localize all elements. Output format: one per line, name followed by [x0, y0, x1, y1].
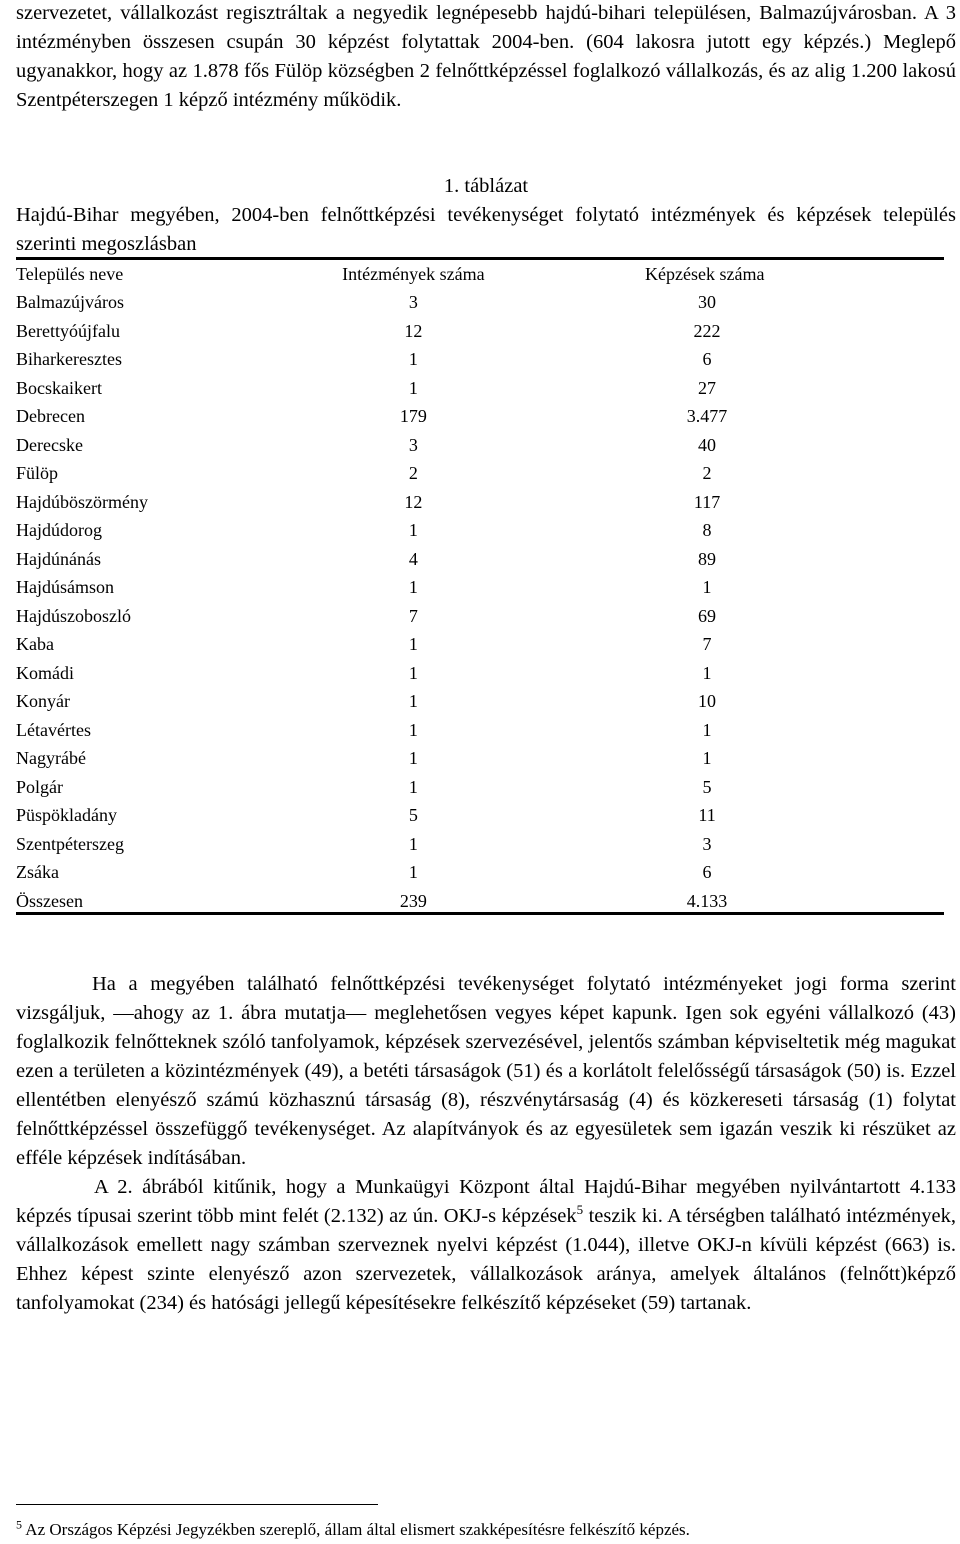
cell-settlement: Létavértes	[16, 719, 91, 740]
table-row	[16, 516, 944, 545]
table-row	[16, 431, 944, 460]
cell-trainings	[489, 345, 944, 374]
table-row	[16, 887, 944, 916]
cell-settlement: Konyár	[16, 691, 70, 711]
cell-settlement: Hajdúdorog	[16, 520, 102, 540]
cell-settlement: Debrecen	[16, 406, 85, 426]
cell-trainings	[489, 887, 944, 916]
table-row	[16, 744, 944, 773]
cell-institutions: 1	[408, 833, 418, 854]
cell-trainings-value: 1	[702, 748, 712, 768]
cell-settlement: Biharkeresztes	[16, 349, 122, 369]
body-paragraph-2	[16, 1173, 956, 1318]
footnote-mark: 5	[16, 1517, 22, 1532]
cell-institutions: 7	[408, 605, 418, 626]
settlement-table	[16, 260, 944, 915]
cell-institutions: 1	[408, 349, 418, 369]
cell-institutions: 1	[408, 776, 418, 797]
cell-trainings-value: 7	[702, 634, 712, 654]
cell-settlement: Berettyóújfalu	[16, 320, 120, 341]
cell-settlement: Polgár	[16, 776, 63, 797]
cell-trainings-value: 4.133	[686, 890, 728, 911]
body-paragraph-2-text-b: teszik ki. A térségben található intézmények, vállalkozások emellett nagy számban szerveznek nyelvi képzést (1.044), illetve OKJ-n kívüli képzést (663) is. Ehhez képest szinte elenyésző azon szervezetek, vállalkozások aránya, amelyek általános (felnőtt)képző tanfolyamokat (234) és hatósági jellegű képesítésekre felkészítő képzéseket (59) tartanak.	[16, 1205, 956, 1314]
cell-settlement: Hajdúböszörmény	[16, 491, 148, 512]
cell-trainings-value: 222	[693, 320, 721, 341]
table-bottom-rule	[16, 912, 944, 915]
cell-trainings	[489, 659, 944, 688]
cell-settlement: Szentpéterszeg	[16, 833, 124, 854]
table-row	[16, 573, 944, 602]
cell-trainings	[489, 687, 944, 716]
cell-trainings	[489, 431, 944, 460]
cell-institutions: 1	[408, 662, 418, 683]
cell-settlement: Hajdúsámson	[16, 577, 114, 597]
cell-trainings-value: 30	[698, 292, 717, 312]
cell-institutions: 1	[408, 862, 418, 882]
cell-settlement: Hajdúnánás	[16, 548, 101, 569]
cell-trainings	[489, 830, 944, 859]
cell-settlement: Derecske	[16, 434, 83, 455]
cell-settlement: Komádi	[16, 662, 74, 683]
cell-trainings	[489, 516, 944, 545]
cell-institutions: 4	[408, 548, 418, 569]
table-row	[16, 488, 944, 517]
cell-trainings-value: 69	[698, 605, 717, 626]
table-row	[16, 374, 944, 403]
cell-trainings-value: 1	[702, 719, 712, 740]
cell-institutions: 1	[408, 577, 418, 597]
table-caption	[16, 172, 956, 259]
cell-institutions: 179	[399, 406, 427, 426]
cell-trainings	[489, 801, 944, 830]
cell-trainings-value: 27	[698, 377, 717, 398]
header-institutions: Intézmények száma	[342, 264, 485, 284]
cell-institutions: 1	[408, 691, 418, 711]
cell-settlement: Fülöp	[16, 463, 59, 483]
body-paragraph-2-text-a: A 2. ábrából kitűnik, hogy a Munkaügyi Központ által Hajdú-Bihar megyében nyilvántartott 4.133 képzés típusai szerint több mint felét (2.132) az ún. OKJ-s képzések	[16, 1176, 956, 1227]
cell-trainings	[489, 545, 944, 574]
cell-trainings-value: 3	[702, 833, 712, 854]
cell-institutions: 1	[408, 748, 418, 768]
cell-institutions: 1	[408, 520, 418, 540]
cell-trainings	[489, 374, 944, 403]
cell-institutions: 1	[408, 634, 418, 654]
cell-settlement: Bocskaikert	[16, 377, 102, 398]
table-row	[16, 716, 944, 745]
cell-settlement: Hajdúszoboszló	[16, 605, 131, 626]
table-row	[16, 830, 944, 859]
cell-trainings	[489, 459, 944, 488]
cell-institutions: 1	[408, 719, 418, 740]
table-title: Hajdú-Bihar megyében, 2004-ben felnőttképzési tevékenységet folytató intézmények és képzések település szerinti megoszlásban	[16, 204, 956, 255]
body-paragraph-1-text: Ha a megyében található felnőttképzési tevékenységet folytató intézményeket jogi forma szerint vizsgáljuk, ―ahogy az 1. ábra mutatja― meglehetősen vegyes képet kapunk. Igen sok egyéni vállalkozó (43) foglalkozik felnőtteknek szóló tanfolyamok, képzések szervezésével, jelentős számban képviseltetik még magukat ezen a területen a közintézmények (49), a betéti társaságok (51) és a korlátolt felelősségű társaságok (50) is. Ezzel ellentétben elenyésző számú közhasznú társaság (8), részvénytársaság (4) és közkereseti társaság (1) folytat felnőttképzéssel összefüggő tevékenységet. Az alapítványok és az egyesületek sem igazán veszik ki részüket az efféle képzések indításában.	[16, 973, 956, 1169]
table-row	[16, 602, 944, 631]
table-row	[16, 288, 944, 317]
cell-institutions: 12	[404, 491, 423, 512]
table-number: 1. táblázat	[443, 175, 529, 197]
table-row	[16, 659, 944, 688]
cell-institutions: 12	[404, 320, 423, 341]
cell-trainings-value: 6	[702, 349, 712, 369]
footnote-separator	[16, 1504, 378, 1505]
footnote-text: Az Országos Képzési Jegyzékben szereplő, állam által elismert szakképesítésre felkészítő képzés.	[22, 1520, 690, 1539]
cell-trainings	[489, 573, 944, 602]
cell-trainings-value: 40	[698, 434, 717, 455]
cell-trainings	[489, 716, 944, 745]
cell-trainings	[489, 317, 944, 346]
table-row	[16, 630, 944, 659]
cell-trainings-value: 5	[702, 776, 712, 797]
body-paragraph-1	[16, 970, 956, 1173]
cell-settlement: Kaba	[16, 634, 54, 654]
cell-settlement: Nagyrábé	[16, 748, 86, 768]
table-row	[16, 687, 944, 716]
cell-trainings-value: 89	[698, 548, 717, 569]
table-row	[16, 801, 944, 830]
cell-trainings-value: 1	[702, 662, 712, 683]
cell-trainings-value: 2	[702, 463, 712, 483]
cell-trainings	[489, 744, 944, 773]
footnote	[16, 1518, 690, 1542]
cell-trainings	[489, 488, 944, 517]
cell-trainings	[489, 773, 944, 802]
footnote-ref[interactable]: 5	[576, 1202, 584, 1218]
cell-trainings-value: 117	[693, 491, 721, 512]
table-row	[16, 545, 944, 574]
cell-trainings-value: 8	[702, 520, 712, 540]
cell-trainings-value: 1	[702, 577, 712, 597]
header-trainings: Képzések száma	[645, 264, 765, 284]
table-header-row	[16, 260, 944, 288]
cell-trainings	[489, 402, 944, 431]
cell-institutions: 1	[408, 377, 418, 398]
cell-settlement: Balmazújváros	[16, 292, 124, 312]
cell-institutions: 3	[408, 292, 418, 312]
cell-trainings	[489, 630, 944, 659]
table-row	[16, 402, 944, 431]
cell-institutions: 3	[408, 434, 418, 455]
cell-trainings-value: 6	[702, 862, 712, 882]
body-text	[16, 970, 956, 1318]
table-row	[16, 345, 944, 374]
cell-institutions: 239	[399, 890, 427, 911]
cell-settlement: Összesen	[16, 890, 83, 911]
cell-settlement: Zsáka	[16, 862, 59, 882]
table-row	[16, 773, 944, 802]
cell-institutions: 2	[408, 463, 418, 483]
header-settlement: Település neve	[16, 264, 124, 284]
cell-trainings	[489, 858, 944, 887]
cell-institutions: 5	[408, 805, 418, 825]
cell-settlement: Püspökladány	[16, 805, 117, 825]
intro-paragraph: szervezetet, vállalkozást regisztráltak a negyedik legnépesebb hajdú-bihari településen, Balmazújvárosban. A 3 intézményben összesen csupán 30 képzést folytattak 2004-ben. (604 lakosra jutott egy képzés.) Meglepő ugyanakkor, hogy az 1.878 fős Fülöp községben 2 felnőttképzéssel foglalkozó vállalkozás, és az alig 1.200 lakosú Szentpéterszegen 1 képző intézmény működik.	[16, 2, 956, 111]
cell-trainings-value: 11	[698, 805, 716, 825]
table-row	[16, 317, 944, 346]
cell-trainings	[489, 288, 944, 317]
table-row	[16, 459, 944, 488]
cell-trainings-value: 10	[698, 691, 717, 711]
cell-trainings-value: 3.477	[686, 406, 728, 426]
cell-trainings	[489, 602, 944, 631]
table-body	[16, 288, 944, 915]
table-row	[16, 858, 944, 887]
